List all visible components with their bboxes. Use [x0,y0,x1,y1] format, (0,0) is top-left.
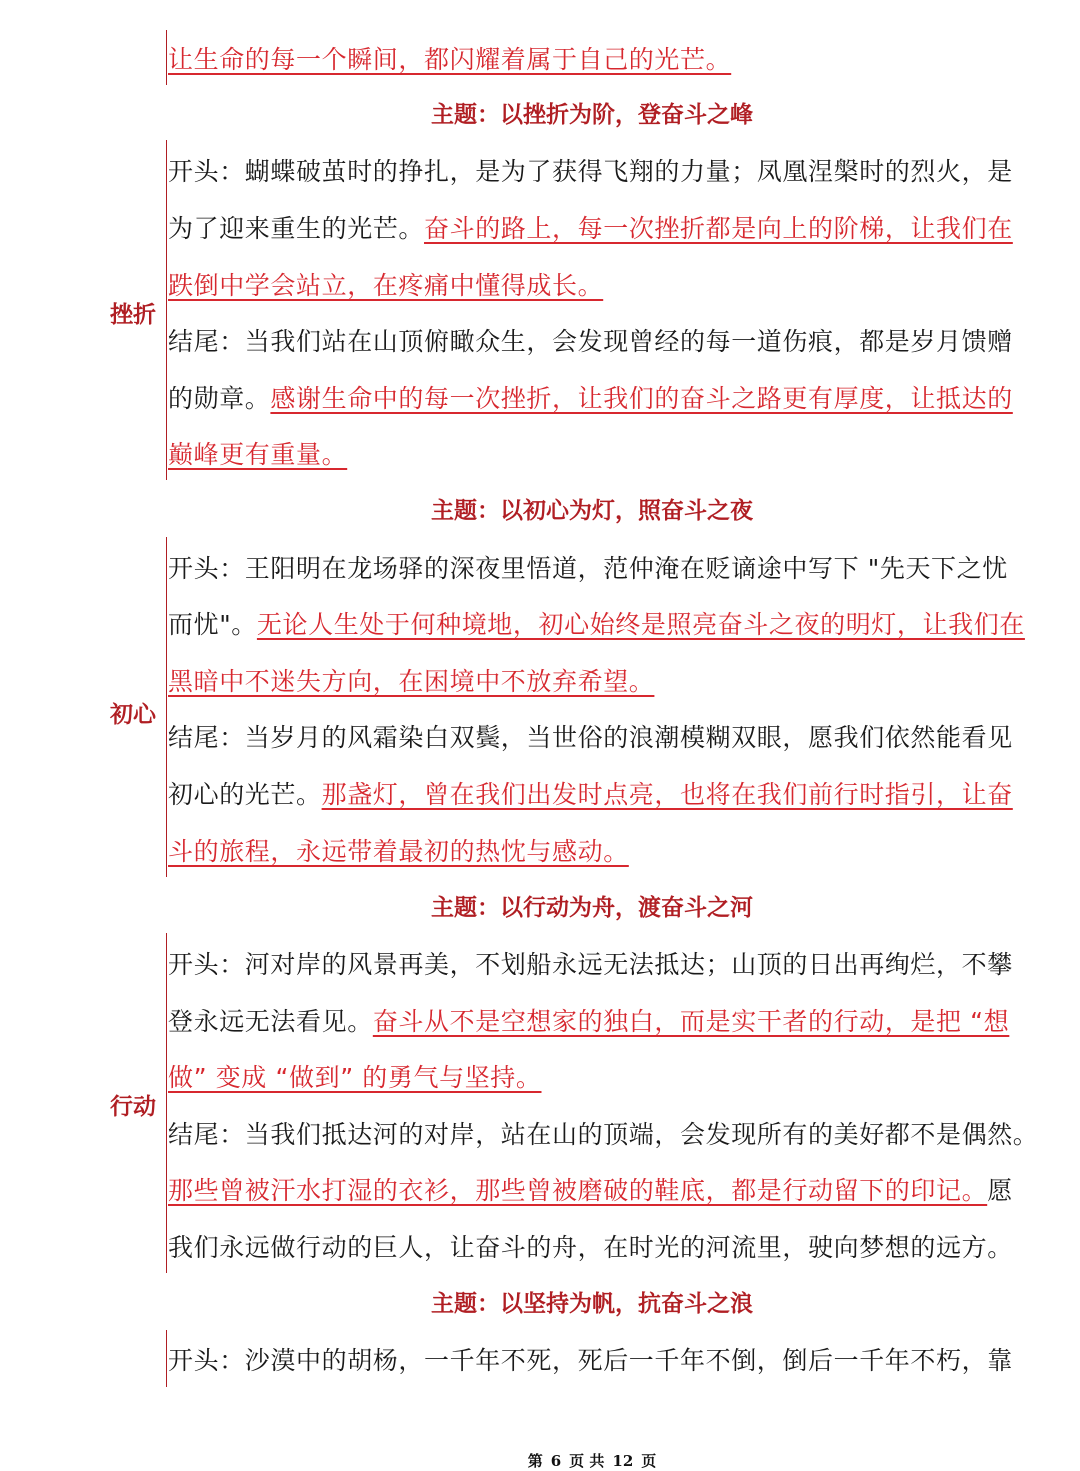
opening-line-2 [168,609,1025,641]
opening-line-3 [168,270,603,302]
total-pages: 12 [612,1452,634,1470]
body-text: 为了迎来重生的光芒。 [168,214,425,243]
ending-line-2 [168,779,1013,811]
footer-suffix: 页 [641,1452,657,1470]
ending-line-1: 结尾：当我们站在山顶俯瞰众生，会发现曾经的每一道伤痕，都是岁月馈赠 [168,327,1013,356]
section-border-line [166,30,167,85]
red-highlight-text: 那些曾被汗水打湿的衣衫，那些曾被磨破的鞋底，都是行动留下的印记。 [168,1176,988,1205]
red-highlight-text: 斗的旅程，永远带着最初的热忱与感动。 [168,837,629,866]
red-highlight-text: 跌倒中学会站立，在疼痛中懂得成长。 [168,271,604,300]
red-highlight-text: 让生命的每一个瞬间，都闪耀着属于自己的光芒。 [168,45,732,74]
red-highlight-text: 奋斗从不是空想家的独白，而是实干者的行动，是把 “想 [372,1007,1010,1036]
opening-line-1: 开头：王阳明在龙场驿的深夜里悟道，范仲淹在贬谪途中写下 "先天下之忧 [168,554,1008,583]
ending-line-1: 结尾：当我们抵达河的对岸，站在山的顶端，会发现所有的美好都不是偶然。 [168,1120,1039,1149]
opening-line-1: 开头：蝴蝶破茧时的挣扎，是为了获得飞翔的力量；凤凰涅槃时的烈火，是 [168,157,1013,186]
ending-line-3: 我们永远做行动的巨人，让奋斗的舟，在时光的河流里，驶向梦想的远方。 [168,1233,1013,1262]
opening-line-3 [168,1062,542,1094]
section-heading: 主题：以行动为舟，渡奋斗之河 [431,895,753,921]
red-highlight-text: 黑暗中不迷失方向，在困境中不放弃希望。 [168,667,655,696]
intro-line [168,44,731,76]
page-footer [0,1450,1080,1471]
ending-line-3 [168,439,347,471]
section-heading: 主题：以挫折为阶，登奋斗之峰 [431,102,753,128]
body-text: 而忧"。 [168,610,257,639]
red-highlight-text: 做” 变成 “做到” 的勇气与坚持。 [168,1063,542,1092]
body-text: 登永远无法看见。 [168,1007,373,1036]
section-label: 初心 [110,702,156,728]
opening-line-2 [168,1006,1009,1038]
section-label: 行动 [110,1094,156,1120]
red-highlight-text: 巅峰更有重量。 [168,440,348,469]
section-border-line [166,933,167,1273]
red-highlight-text: 那盏灯，曾在我们出发时点亮，也将在我们前行时指引，让奋 [321,780,1013,809]
body-text: 愿 [987,1176,1013,1205]
page-number: 6 [550,1452,562,1470]
ending-line-2 [168,383,1013,415]
footer-middle: 页 共 [569,1452,605,1470]
red-highlight-text: 无论人生处于何种境地，初心始终是照亮奋斗之夜的明灯，让我们在 [256,610,1025,639]
section-label: 挫折 [110,302,156,328]
opening-line-1: 开头：沙漠中的胡杨，一千年不死，死后一千年不倒，倒后一千年不朽，靠 [168,1346,1013,1375]
ending-line-1: 结尾：当岁月的风霜染白双鬓，当世俗的浪潮模糊双眼，愿我们依然能看见 [168,723,1013,752]
opening-line-2 [168,213,1013,245]
section-border-line [166,1330,167,1387]
opening-line-3 [168,666,654,698]
ending-line-3 [168,836,629,868]
body-text: 的勋章。 [168,384,271,413]
red-highlight-text: 奋斗的路上，每一次挫折都是向上的阶梯，让我们在 [424,214,1013,243]
ending-line-2 [168,1175,1013,1207]
section-heading: 主题：以坚持为帆，抗奋斗之浪 [431,1291,753,1317]
section-border-line [166,140,167,480]
red-highlight-text: 感谢生命中的每一次挫折，让我们的奋斗之路更有厚度，让抵达的 [270,384,1013,413]
footer-prefix: 第 [527,1452,543,1470]
section-border-line [166,537,167,877]
body-text: 初心的光芒。 [168,780,322,809]
section-heading: 主题：以初心为灯，照奋斗之夜 [431,498,753,524]
opening-line-1: 开头：河对岸的风景再美，不划船永远无法抵达；山顶的日出再绚烂，不攀 [168,950,1013,979]
